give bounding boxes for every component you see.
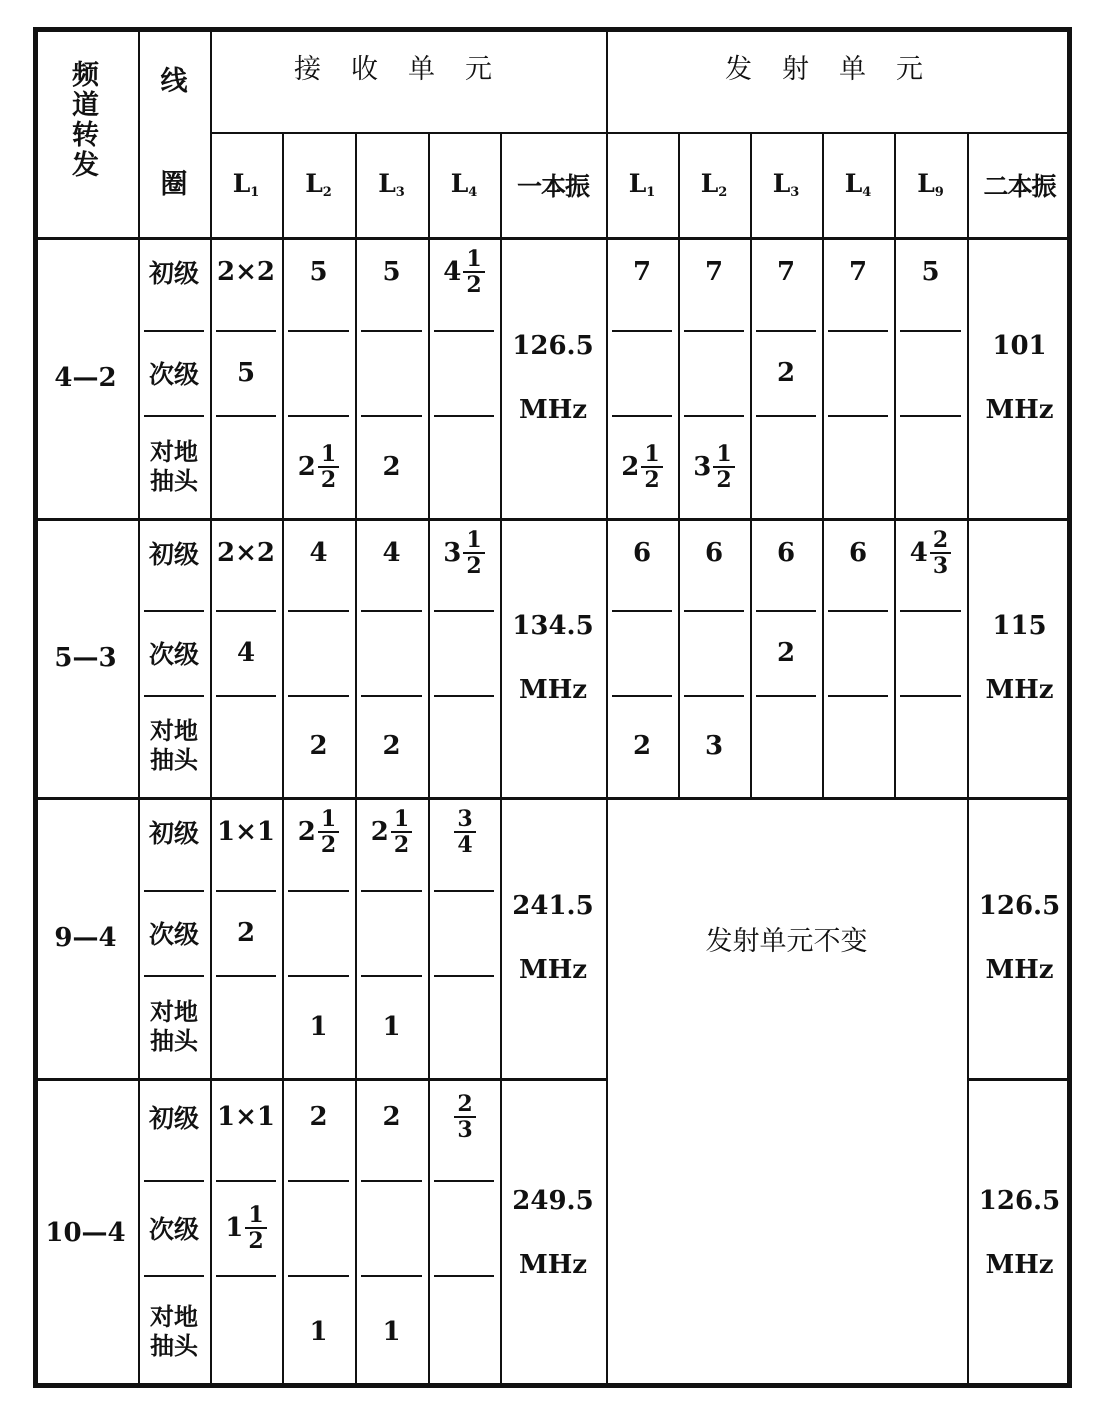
row-label-part: 抽头 [150,1026,198,1055]
frequency-unit: MHz [985,1250,1054,1280]
fraction-value: 2 $\frac{1}{2}$ [621,442,662,492]
receive-value: 2×2 [217,537,275,568]
receive-value [355,890,428,975]
receive-value [282,797,355,890]
header-first-local-osc [500,132,606,237]
receive-value [428,415,500,518]
row-label: 次级 [148,359,199,389]
receive-value [282,330,355,415]
receive-value: 2 [382,451,401,482]
receive-value [428,797,500,890]
group-name [33,518,138,797]
transmit-value [606,330,678,415]
transmit-value: 6 [704,537,724,568]
header-char: 道 [72,90,99,121]
row-label-part: 抽头 [150,1331,198,1360]
receive-value [282,1180,355,1275]
receive-value [428,1275,500,1388]
transmit-value [894,695,967,797]
transmit-value [678,415,750,518]
frequency-value: 249.5 [512,1186,594,1216]
header-channel-conversion [33,27,138,237]
header-transmit-l3: $L_3$ [772,169,800,200]
first-local-osc-frequency [500,518,606,797]
receive-value: 1 [382,1316,401,1347]
row-label-part: 对地 [150,717,198,745]
group-name-text: 4—2 [54,362,117,393]
row-label: 初级 [148,539,199,569]
row-label: 初级 [148,259,199,289]
first-local-osc-frequency [500,797,606,1078]
row-label: 初级 [148,819,199,849]
receive-value [428,695,500,797]
receive-value [428,890,500,975]
header-char: 发 [72,150,99,181]
frequency-value: 241.5 [512,890,594,921]
row-label [138,415,210,518]
row-label [138,695,210,797]
group-name-text: 9—4 [54,922,117,953]
header-receive-l3: $L_3$ [378,169,405,200]
row-label: 次级 [148,919,199,949]
transmit-value [822,610,894,695]
header-char: 转 [72,120,99,151]
transmit-value [606,610,678,695]
transmit-value: 7 [848,257,868,288]
receive-value [428,1078,500,1180]
receive-value [428,975,500,1078]
receive-value [428,518,500,610]
row-label-part: 抽头 [150,746,198,774]
row-label: 次级 [148,639,199,669]
group-name [33,797,138,1078]
transmit-unchanged-note [606,797,967,1388]
row-label [138,975,210,1078]
transmit-value [894,415,967,518]
group-name [33,237,138,518]
receive-value: 2 [309,731,328,761]
receive-value [428,237,500,330]
frequency-value: 126.5 [978,1186,1061,1216]
receive-value [210,415,282,518]
receive-value: 4 [382,537,401,568]
receive-value [428,610,500,695]
receive-value: 5 [236,357,256,388]
transmit-unchanged-text: 发射单元不变 [705,926,868,957]
transmit-value [822,695,894,797]
header-transmit-unit [606,27,1072,132]
transmit-value: 6 [848,537,868,568]
header-receive-l1: $L_1$ [232,169,260,200]
receive-value [210,1275,282,1388]
transmit-value: 7 [776,257,796,288]
fraction-value: 2 $\frac{1}{2}$ [298,807,339,857]
header-transmit-l1: $L_1$ [628,169,656,200]
transmit-value: 3 [704,731,724,761]
transmit-value [678,330,750,415]
transmit-value [894,610,967,695]
transmit-value [678,610,750,695]
header-receive-l4: $L_4$ [450,169,478,200]
header-receive-l2: $L_2$ [305,169,332,200]
group-name-text: 10—4 [45,1218,126,1248]
receive-value: 1 [309,1316,328,1347]
row-label-part: 对地 [150,1302,198,1331]
receive-value: 1×1 [217,1101,275,1132]
second-local-osc-frequency [967,237,1072,518]
row-label-part: 抽头 [150,466,198,495]
frequency-value: 115 [992,610,1047,641]
transmit-value [750,415,822,518]
fraction-value: $\frac{2}{3}$ [452,1092,475,1142]
fraction-value: 3 $\frac{1}{2}$ [693,442,734,492]
fraction-value: 3 $\frac{1}{2}$ [443,528,484,578]
second-local-osc-label: 二本振 [983,171,1056,201]
transmit-value: 2 [776,637,796,668]
transmit-value [606,415,678,518]
fraction-value: $\frac{3}{4}$ [452,807,475,857]
first-local-osc-frequency [500,1078,606,1388]
fraction-value: 4 $\frac{1}{2}$ [443,247,484,297]
receive-value: 2 [382,731,401,761]
second-local-osc-frequency [967,1078,1072,1388]
transmit-value [750,695,822,797]
receive-value [282,890,355,975]
header-transmit-l4: $L_4$ [844,169,872,200]
transmit-value [894,330,967,415]
row-label-part: 对地 [150,997,198,1026]
first-local-osc-label: 一本振 [516,171,589,201]
receive-value [355,330,428,415]
receive-value: 1×1 [217,817,275,848]
row-label [138,1275,210,1388]
receive-value [355,610,428,695]
receive-value: 5 [382,257,401,288]
receive-value: 2×2 [217,257,275,288]
transmit-value: 7 [632,257,652,288]
row-label: 次级 [148,1214,199,1244]
frequency-unit: MHz [518,674,588,705]
second-local-osc-frequency [967,518,1072,797]
transmit-value: 5 [921,257,940,288]
fraction-value: 1 $\frac{1}{2}$ [225,1203,266,1253]
receive-value: 4 [236,637,256,668]
first-local-osc-frequency [500,237,606,518]
fraction-value: 4 $\frac{2}{3}$ [910,528,951,578]
transmit-value: 2 [632,731,652,761]
frequency-value: 101 [992,330,1047,361]
group-name-text: 5—3 [54,642,117,673]
frequency-value: 126.5 [512,330,594,361]
frequency-unit: MHz [518,394,588,425]
header-transmit-l2: $L_2$ [700,169,728,200]
receive-unit-label: 接收单元 [294,54,522,85]
receive-value: 5 [309,257,328,288]
frequency-value: 126.5 [978,890,1061,921]
receive-value [210,975,282,1078]
receive-value: 1 [309,1011,328,1042]
header-transmit-l9: $L_9$ [917,169,944,200]
second-local-osc-frequency [967,797,1072,1078]
header-second-local-osc [967,132,1072,237]
frequency-unit: MHz [518,1250,588,1280]
frequency-unit: MHz [985,394,1054,425]
row-label: 初级 [148,1103,199,1133]
receive-value: 2 [309,1101,328,1132]
frequency-unit: MHz [985,674,1054,705]
receive-value: 4 [309,537,328,568]
receive-value [355,1180,428,1275]
group-name [33,1078,138,1388]
transmit-value: 6 [632,537,652,568]
header-coil-bottom: 圈 [160,168,188,200]
receive-value: 2 [236,917,256,948]
transmit-value: 6 [776,537,796,568]
fraction-value: 2 $\frac{1}{2}$ [371,807,412,857]
receive-value: 2 [382,1101,401,1132]
frequency-value: 134.5 [512,610,594,641]
transmit-unit-label: 发射单元 [725,54,953,85]
receive-value [210,1180,282,1275]
merged-cell-mask [608,1076,967,1083]
row-label-part: 对地 [150,437,198,466]
receive-value [355,797,428,890]
header-char: 频 [72,60,99,91]
transmit-value [822,415,894,518]
transmit-value: 7 [704,257,724,288]
fraction-value: 2 $\frac{1}{2}$ [298,442,339,492]
header-receive-unit [210,27,606,132]
transmit-value: 2 [776,357,796,388]
receive-value [428,1180,500,1275]
transmit-value [894,518,967,610]
receive-value [282,415,355,518]
frequency-unit: MHz [518,954,588,985]
receive-value [282,610,355,695]
frequency-unit: MHz [985,954,1054,985]
receive-value: 1 [382,1011,401,1042]
receive-value [210,695,282,797]
transmit-value [822,330,894,415]
receive-value [428,330,500,415]
header-coil-top: 线 [160,66,188,97]
